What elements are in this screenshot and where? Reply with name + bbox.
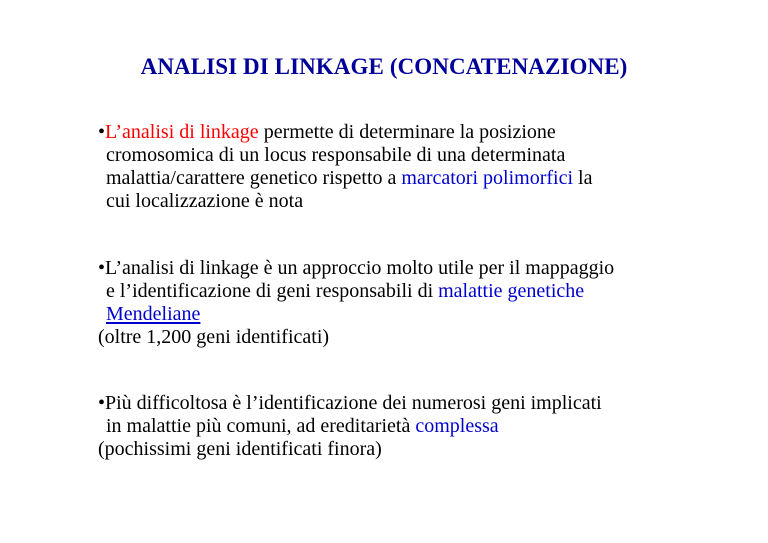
text-segment: e l’identificazione di geni responsabili di [106,280,439,302]
text-segment: la [573,167,593,189]
paragraph-line: (pochissimi geni identificati finora) [98,438,382,460]
paragraph-line [98,303,614,326]
paragraph-linkage-definition [98,121,592,213]
paragraph-mendelian-mapping [98,257,614,349]
paragraph-line: cui localizzazione è nota [106,190,304,212]
paragraph-line [98,280,614,303]
text-segment: permette di determinare la posizione [258,121,556,143]
paragraph-line [98,121,592,144]
highlight-complex: complessa [415,415,499,437]
text-segment: malattia/carattere genetico rispetto a [106,167,402,189]
bullet: • [98,121,106,143]
paragraph-line: cromosomica di un locus responsabile di una determinata [106,144,566,166]
paragraph-line [98,415,602,438]
paragraph-line: •Più difficoltosa è l’identificazione dei numerosi geni implicati [98,392,602,414]
paragraph-line [98,167,592,190]
mendelian-link[interactable]: Mendeliane [106,303,201,325]
paragraph-line: (oltre 1,200 geni identificati) [98,326,330,348]
paragraph-complex-diseases [98,392,602,461]
paragraph-line: •L’analisi di linkage è un approccio molto utile per il mappaggio [98,257,615,279]
highlight-polymorphic-markers: marcatori polimorfici [401,167,574,189]
slide-title: ANALISI DI LINKAGE (CONCATENAZIONE) [140,54,628,79]
text-segment: in malattie più comuni, ad ereditarietà [106,415,416,437]
highlight-genetic-diseases: malattie genetiche [438,280,585,302]
highlight-linkage-analysis: L’analisi di linkage [105,121,259,143]
